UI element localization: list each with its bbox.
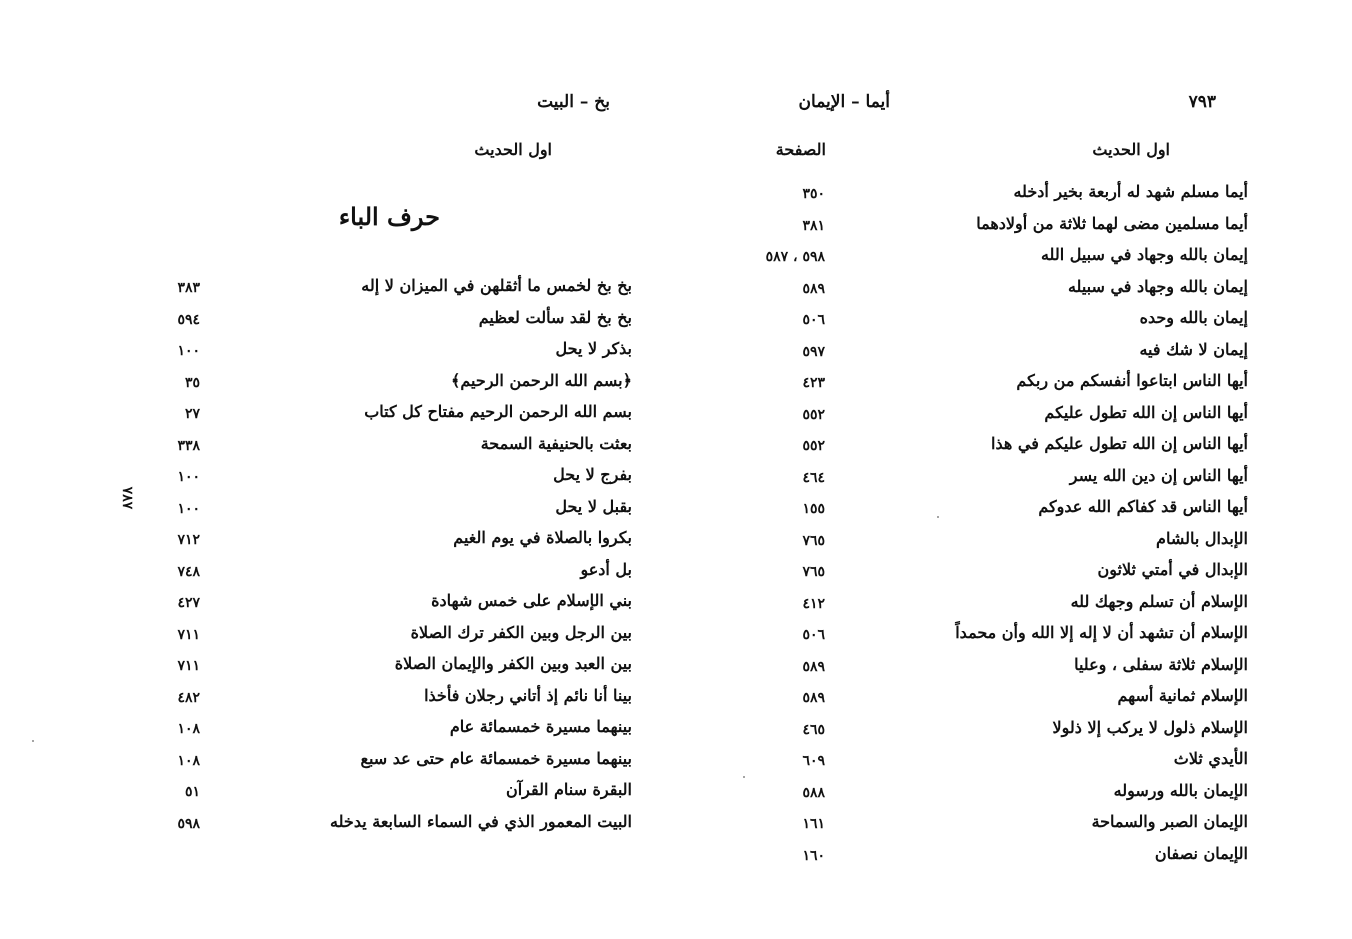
entry-text: أيها الناس إن الله تطول عليكم في هذا (991, 434, 1248, 453)
entry-page-number: ٣٨٣ (177, 280, 200, 296)
entry-page-number: ٥٩٧ (802, 343, 825, 360)
entry-text: بذكر لا يحل (555, 339, 632, 358)
entry-page-number: ٥٨٩ (802, 280, 825, 297)
index-entry (770, 749, 1250, 781)
entry-text: بني الإسلام على خمس شهادة (431, 591, 632, 610)
entry-page-number: ١٠٠ (177, 343, 200, 359)
entry-text: الأيدي ثلاث (1173, 749, 1248, 768)
entry-text: أيها الناس إن الله تطول عليكم (1044, 402, 1248, 422)
left-page-number: ٨٧٨ (120, 486, 136, 510)
entry-text: إيمان بالله وجهاد في سبيل الله (1040, 245, 1248, 264)
entry-page-number: ١٦١ (802, 816, 825, 832)
index-entry (770, 340, 1250, 372)
index-entry (770, 403, 1250, 435)
entry-text: بينا أنا نائم إذ أتاني رجلان فأخذا (424, 685, 632, 705)
index-entry (770, 655, 1250, 687)
entry-page-number: ٧٦٥ (802, 532, 825, 549)
entry-page-number: ٣٥٠ (802, 186, 825, 202)
index-entry (770, 844, 1250, 876)
entry-text: إيمان بالله وحده (1139, 308, 1248, 327)
entry-text: بخ بخ لخمس ما أثقلهن في الميزان لا إله (361, 276, 632, 295)
entry-text: الإبدال في أمتي ثلاثون (1097, 560, 1248, 579)
entry-page-number: ٤١٢ (802, 595, 825, 612)
index-entry (770, 371, 1250, 403)
index-entry (160, 465, 640, 497)
entry-text: بل أدعو (580, 559, 632, 579)
index-entry (160, 686, 640, 718)
entry-page-number: ٧٤٨ (177, 563, 200, 580)
entry-page-number: ٥٩٤ (177, 311, 200, 328)
entry-text: أيما مسلمين مضى لهما ثلاثة من أولادهما (976, 213, 1248, 233)
entry-page-number: ٣٣٨ (177, 437, 200, 454)
entry-page-number: ٥٩٨ (177, 815, 200, 832)
index-entry (160, 749, 640, 781)
entry-page-number: ٥٨٩ (802, 690, 825, 706)
entry-page-number: ٥٠٦ (802, 312, 825, 328)
entry-text: الإسلام ثمانية أسهم (1117, 686, 1248, 705)
index-entry (160, 339, 640, 371)
right-column-head-text: اول الحديث (1092, 140, 1170, 159)
entry-text: الإسلام ثلاثة سفلى ، وعليا (1074, 654, 1248, 674)
entry-text: إيمان بالله وجهاد في سبيله (1067, 276, 1248, 296)
entry-text: أيها الناس ابتاعوا أنفسكم من ربكم (1016, 371, 1248, 390)
entry-page-number: ٧١١ (177, 626, 200, 643)
entry-text: الإسلام أن تسلم وجهك لله (1070, 591, 1248, 611)
entry-page-number: ٣٨١ (802, 217, 825, 234)
index-entry (770, 182, 1250, 214)
index-entry (770, 781, 1250, 813)
entry-page-number: ٤٦٥ (802, 721, 825, 738)
entry-text: ﴿بسم الله الرحمن الرحيم﴾ (450, 370, 632, 390)
entry-page-number: ٧٦٥ (802, 564, 825, 580)
entry-text: الإيمان الصبر والسماحة (1091, 812, 1248, 831)
entry-text: الإيمان نصفان (1154, 843, 1248, 863)
index-entry (160, 812, 640, 844)
entry-text: بخ بخ لقد سألت لعظيم (478, 307, 632, 327)
entry-page-number: ١٠٨ (177, 752, 200, 769)
index-entry (160, 402, 640, 434)
entry-text: أيها الناس إن دين الله يسر (1069, 465, 1248, 485)
entry-text: أيما مسلم شهد له أربعة بخير أدخله (1013, 182, 1248, 201)
entry-text: إيمان لا شك فيه (1139, 339, 1248, 359)
index-entry (160, 276, 640, 308)
entry-text: بعثت بالحنيفية السمحة (480, 433, 632, 453)
entry-page-number: ٥٥٢ (802, 406, 825, 423)
index-entry (160, 780, 640, 812)
entry-text: بفرج لا يحل (553, 465, 632, 484)
index-entry (770, 529, 1250, 561)
entry-page-number: ٥٨٨ (802, 784, 825, 801)
entry-page-number: ٥٥٢ (802, 438, 825, 454)
entry-page-number: ٤٢٣ (802, 375, 825, 391)
index-entry (765, 245, 1250, 277)
index-entry (160, 591, 640, 623)
index-entry (770, 308, 1250, 340)
index-entry (160, 560, 640, 592)
index-entry (160, 654, 640, 686)
entry-page-number: ٥٨٩ (802, 658, 825, 675)
index-entry (770, 812, 1250, 844)
entry-text: أيها الناس قد كفاكم الله عدوكم (1038, 497, 1248, 516)
entry-text: الإسلام ذلول لا يركب إلا ذلولا (1052, 717, 1248, 737)
right-index-list (765, 182, 1250, 875)
entry-text: البقرة سنام القرآن (505, 780, 632, 799)
section-title: حرف الباء (338, 202, 440, 231)
index-entry (770, 623, 1250, 655)
entry-text: بين الرجل وبين الكفر ترك الصلاة (410, 622, 632, 642)
entry-page-number: ١٠٨ (177, 721, 200, 737)
entry-page-number: ٥١ (184, 784, 200, 800)
index-entry (160, 623, 640, 655)
entry-page-number: ٦٠٩ (802, 753, 825, 769)
index-entry (770, 434, 1250, 466)
left-running-head: بخ – البيت (537, 92, 610, 112)
entry-page-number: ١٦٠ (802, 847, 825, 864)
entry-page-number: ٥٠٦ (802, 627, 825, 643)
entry-page-number: ٥٩٨ ، ٥٨٧ (765, 249, 825, 265)
index-entry (770, 277, 1250, 309)
entry-page-number: ٣٥ (184, 374, 200, 391)
entry-page-number: ١٥٥ (802, 501, 825, 517)
entry-text: بين العبد وبين الكفر والإيمان الصلاة (394, 654, 632, 673)
scan-speck (937, 516, 939, 518)
index-entry (160, 434, 640, 466)
scan-speck (743, 776, 745, 778)
index-entry (160, 528, 640, 560)
entry-text: بينهما مسيرة خمسمائة عام (449, 717, 632, 736)
entry-text: بينهما مسيرة خمسمائة عام حتى عد سبع (360, 748, 632, 768)
index-entry (160, 308, 640, 340)
entry-page-number: ١٠٠ (177, 469, 200, 485)
index-entry (160, 497, 640, 529)
entry-page-number: ٤٨٢ (177, 689, 200, 706)
index-entry (770, 466, 1250, 498)
entry-text: البيت المعمور الذي في السماء السابعة يدخله (330, 811, 632, 831)
entry-text: الإسلام أن تشهد أن لا إله إلا الله وأن محمداً (955, 623, 1248, 642)
scan-speck (32, 740, 34, 742)
index-entry (160, 717, 640, 749)
right-column-head-page: الصفحة (775, 140, 826, 159)
index-entry (770, 497, 1250, 529)
index-entry (770, 214, 1250, 246)
entry-text: بكروا بالصلاة في يوم الغيم (453, 528, 632, 547)
left-column-head-text: اول الحديث (474, 140, 552, 159)
entry-page-number: ٧١١ (177, 658, 200, 674)
index-entry (770, 686, 1250, 718)
entry-page-number: ٧١٢ (177, 532, 200, 548)
index-entry (160, 371, 640, 403)
entry-text: الإبدال بالشام (1156, 528, 1248, 548)
entry-page-number: ١٠٠ (177, 500, 200, 517)
index-entry (770, 718, 1250, 750)
right-page-number: ٧٩٣ (1188, 92, 1216, 112)
entry-text: بسم الله الرحمن الرحيم مفتاح كل كتاب (364, 402, 632, 421)
entry-page-number: ٤٦٤ (802, 469, 825, 486)
index-entry (770, 560, 1250, 592)
entry-text: بقبل لا يحل (555, 496, 632, 516)
right-running-head: أيما – الإيمان (798, 92, 890, 112)
entry-page-number: ٢٧ (184, 406, 200, 422)
entry-text: الإيمان بالله ورسوله (1113, 780, 1248, 800)
index-entry (770, 592, 1250, 624)
entry-page-number: ٤٢٧ (177, 595, 200, 611)
left-index-list (160, 276, 640, 843)
